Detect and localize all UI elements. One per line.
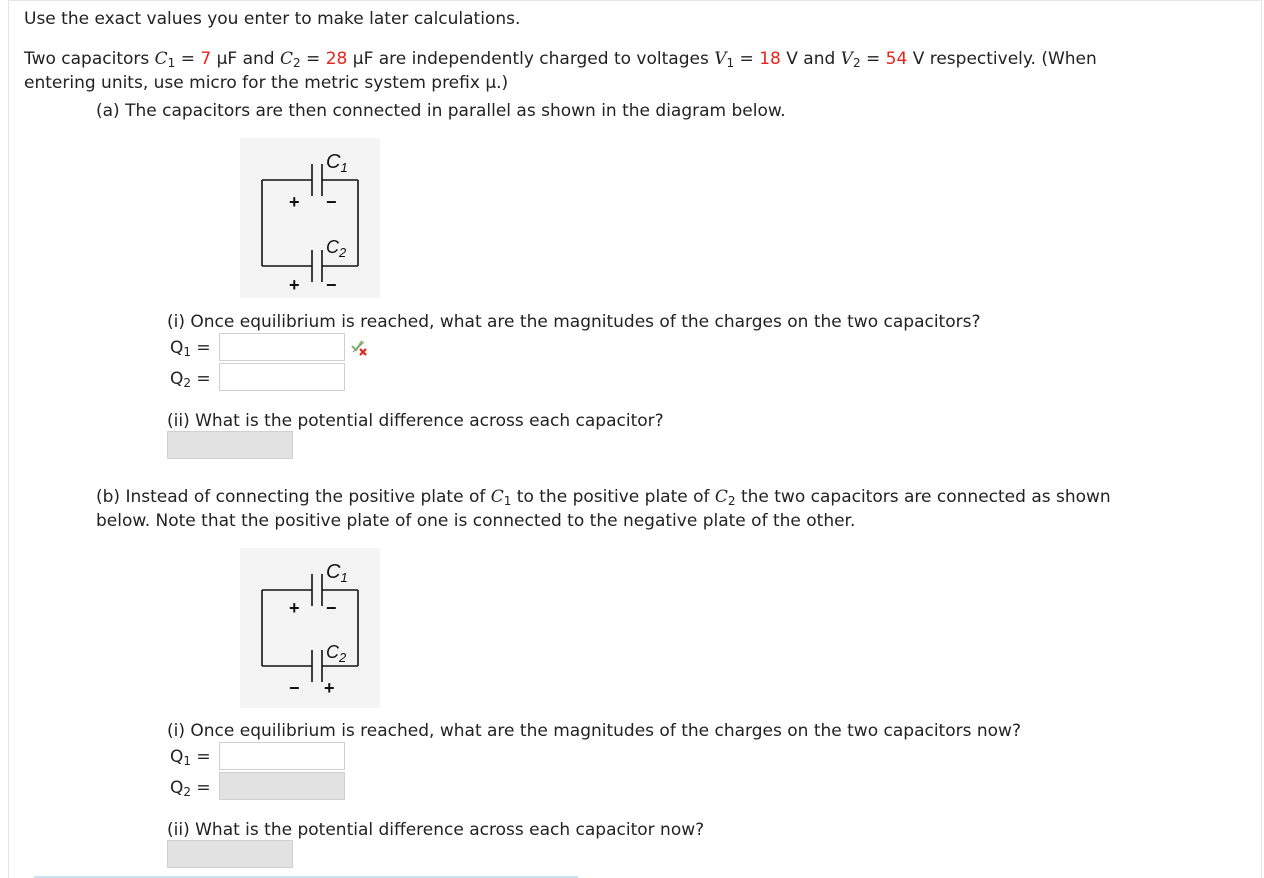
c2-minus-sign-b: − [289, 678, 300, 698]
part-b-q2-input[interactable] [219, 772, 345, 800]
incorrect-answer-icon [350, 338, 370, 358]
c1-plus-sign: + [289, 192, 300, 212]
c1-minus-sign-b: − [326, 598, 337, 618]
part-a-question-ii: (ii) What is the potential difference across each capacitor? [167, 411, 664, 431]
part-b-question-i: (i) Once equilibrium is reached, what are the magnitudes of the charges on the two capacitors now? [167, 721, 1021, 741]
part-b-q1-label: $Q_1$ = [170, 747, 211, 768]
label-c1: $C_1$ [326, 151, 348, 175]
c2-plus-sign: + [289, 275, 300, 295]
part-b-voltage-input[interactable] [167, 840, 293, 868]
part-a-q2-input[interactable] [219, 363, 345, 391]
part-b-question-ii: (ii) What is the potential difference across each capacitor now? [167, 820, 705, 840]
c1-plus-sign-b: + [289, 598, 300, 618]
c2-plus-sign-b: + [324, 678, 335, 698]
part-a-q1-label: $Q_1$ = [170, 338, 211, 359]
c1-value: 7 [200, 49, 212, 69]
part-a-q1-input[interactable] [219, 333, 345, 361]
problem-statement-line1: Two capacitors $C_1 = 7$ μF and $C_2 = 28$ μF are independently charged to voltages $V_1 = 18$ V and $V_2 = 54$ V respectively. (When [24, 49, 1097, 70]
part-a-heading: (a) The capacitors are then connected in parallel as shown in the diagram below. [96, 101, 786, 121]
part-a-q2-label: $Q_2$ = [170, 369, 211, 390]
instruction-text: Use the exact values you enter to make later calculations. [24, 9, 521, 29]
label-c2: $C_2$ [326, 237, 347, 260]
c2-value: 28 [325, 49, 348, 69]
problem-statement-line2: entering units, use micro for the metric system prefix μ.) [24, 73, 509, 93]
c2-minus-sign: − [326, 275, 337, 295]
label-c1-b: $C_1$ [326, 561, 348, 585]
c1-minus-sign: − [326, 192, 337, 212]
part-a-voltage-input[interactable] [167, 431, 293, 459]
parallel-circuit-diagram [240, 138, 380, 298]
part-b-q2-label: $Q_2$ = [170, 778, 211, 799]
antiparallel-circuit-diagram [240, 548, 380, 708]
part-b-heading-line2: below. Note that the positive plate of one is connected to the negative plate of the other. [96, 511, 856, 531]
v1-value: 18 [759, 49, 781, 69]
part-b-q1-input[interactable] [219, 742, 345, 770]
part-b-heading-line1: (b) Instead of connecting the positive plate of $C_1$ to the positive plate of $C_2$ the two capacitors are connected as shown [96, 487, 1111, 508]
part-a-question-i: (i) Once equilibrium is reached, what are the magnitudes of the charges on the two capacitors? [167, 312, 981, 332]
v2-value: 54 [885, 49, 908, 69]
label-c2-b: $C_2$ [326, 642, 347, 665]
